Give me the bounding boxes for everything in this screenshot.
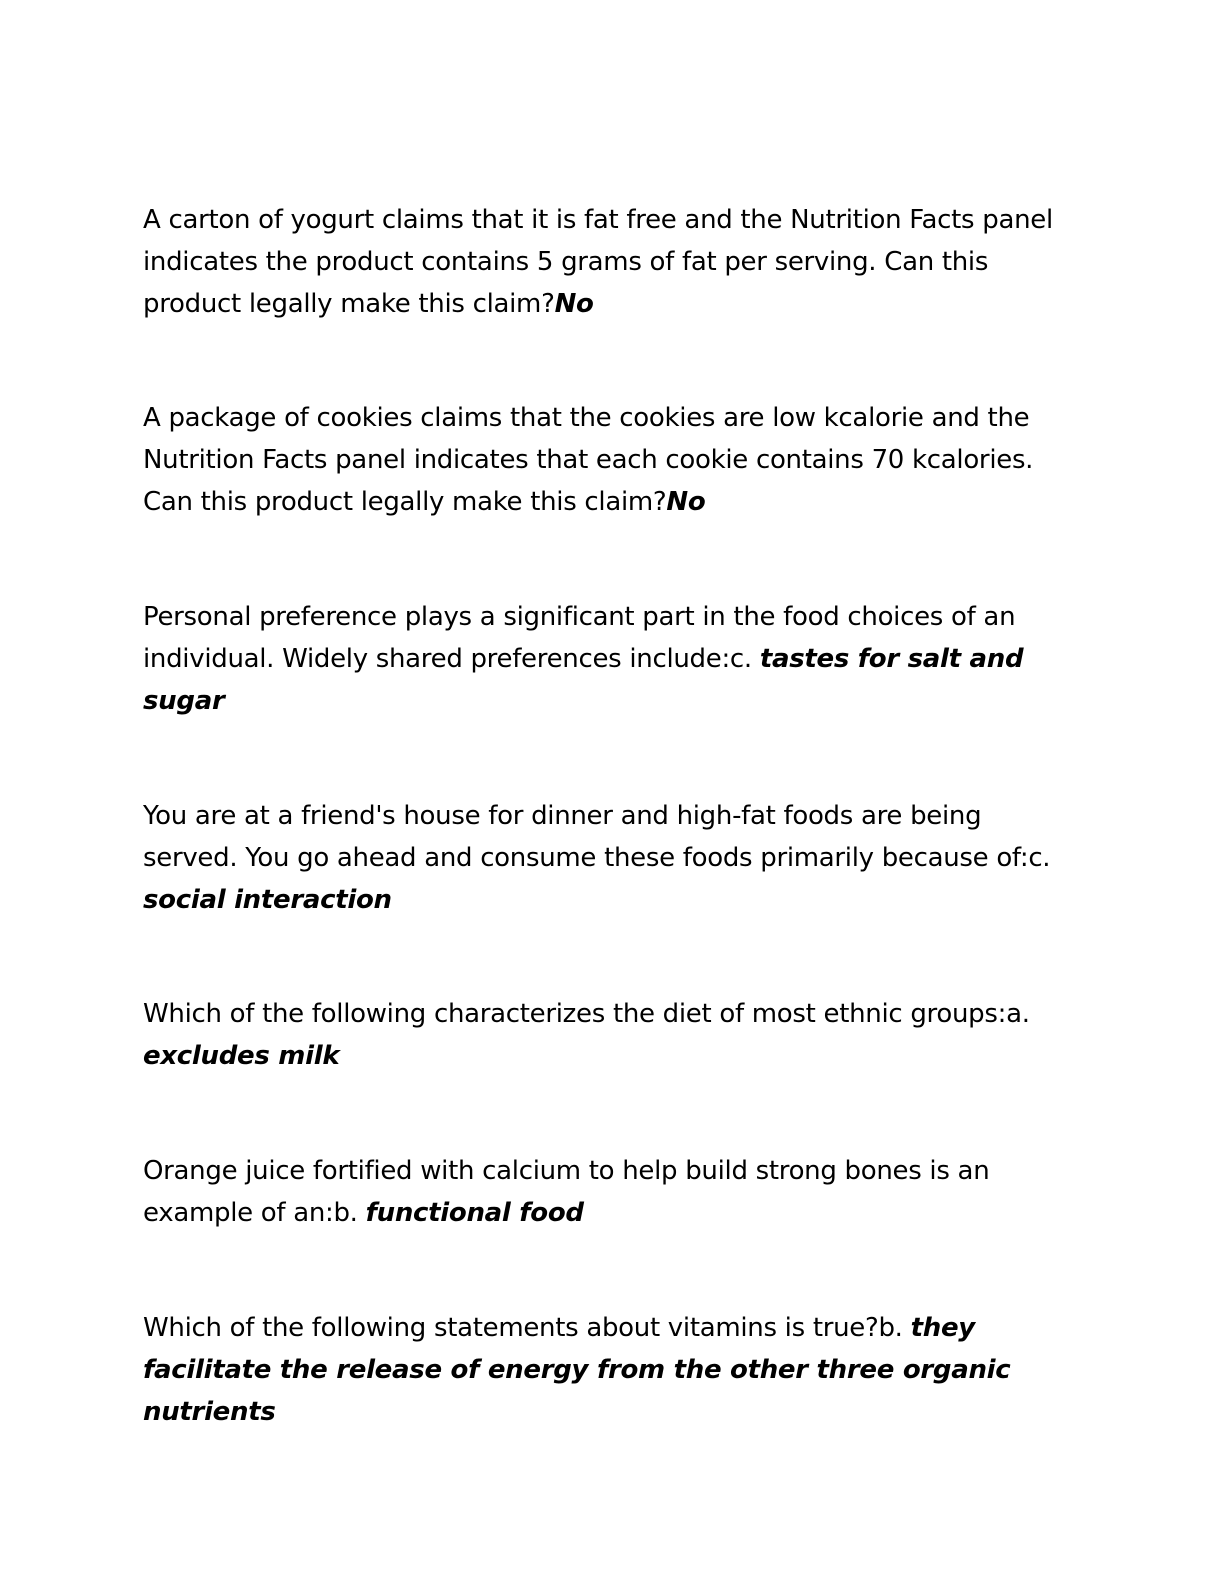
- answer-text: social interaction: [143, 885, 392, 915]
- qa-item-2: [143, 397, 1083, 523]
- answer-text: No: [554, 289, 594, 319]
- qa-item-1: [143, 199, 1083, 325]
- question-text: A package of cookies claims that the cookies are low kcalorie and the Nutrition Facts panel indicates that each cookie contains 70 kcalories. Can this product legally make this claim?: [143, 403, 1034, 517]
- qa-item-5: [143, 993, 1083, 1077]
- question-text: Orange juice fortified with calcium to help build strong bones is an example of an:b.: [143, 1156, 990, 1228]
- answer-text: they facilitate the release of energy from the other three organic nutrients: [143, 1313, 1011, 1427]
- qa-item-3: [143, 596, 1083, 722]
- qa-item-4: [143, 795, 1083, 921]
- question-text: Personal preference plays a significant part in the food choices of an individual. Widely shared preferences include:c.: [143, 602, 1016, 674]
- answer-text: tastes for salt and sugar: [143, 644, 1024, 716]
- question-text: Which of the following statements about vitamins is true?b.: [143, 1313, 911, 1343]
- answer-text: No: [666, 487, 706, 517]
- answer-text: excludes milk: [143, 1041, 340, 1071]
- question-text: Which of the following characterizes the diet of most ethnic groups:a.: [143, 999, 1030, 1029]
- qa-item-7: [143, 1307, 1083, 1433]
- question-text: A carton of yogurt claims that it is fat free and the Nutrition Facts panel indicates the product contains 5 grams of fat per serving. Can this product legally make this claim?: [143, 205, 1053, 319]
- qa-item-6: [143, 1150, 1083, 1234]
- question-text: You are at a friend's house for dinner and high-fat foods are being served. You go ahead and consume these foods primarily because of:c.: [143, 801, 1051, 873]
- answer-text: functional food: [365, 1198, 584, 1228]
